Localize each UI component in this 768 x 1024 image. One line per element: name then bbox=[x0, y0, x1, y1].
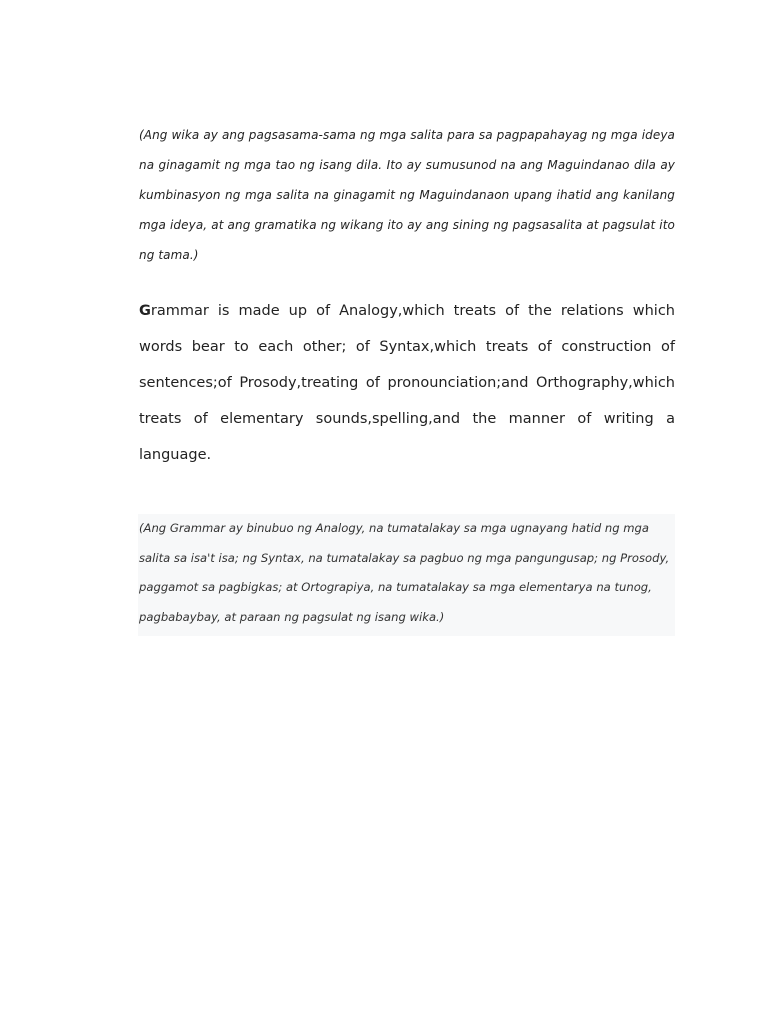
drop-initial-letter: G bbox=[139, 303, 151, 319]
tagalog-translation-paragraph-2 bbox=[138, 514, 675, 636]
grammar-definition-paragraph bbox=[139, 293, 675, 473]
grammar-definition-text: rammar is made up of Analogy,which treats of the relations which words bear to each other; of Syntax,which treats of construction of sentences;of Prosody,treating of pronounciation;and Orthography,which treats of elementary sounds,spelling,and the manner of writing a language. bbox=[139, 303, 675, 463]
tagalog-translation-text: (Ang Grammar ay binubuo ng Analogy, na tumatalakay sa mga ugnayang hatid ng mga salita sa isa't isa; ng Syntax, na tumatalakay sa pagbuo ng mga pangungusap; ng Prosody, paggamot sa pagbigkas; at Ortograpiya, na tumatalakay sa mga elementarya na tunog, pagbabaybay, at paraan ng pagsulat ng isang wika.) bbox=[139, 521, 670, 624]
tagalog-translation-paragraph-1: (Ang wika ay ang pagsasama-sama ng mga salita para sa pagpapahayag ng mga ideya na ginagamit ng mga tao ng isang dila. Ito ay sumusunod na ang Maguindanao dila ay kumbinasyon ng mga salita na ginagamit ng Maguindanaon upang ihatid ang kanilang mga ideya, at ang gramatika ng wikang ito ay ang sining ng pagsasalita at pagsulat ito ng tama.) bbox=[139, 128, 675, 262]
